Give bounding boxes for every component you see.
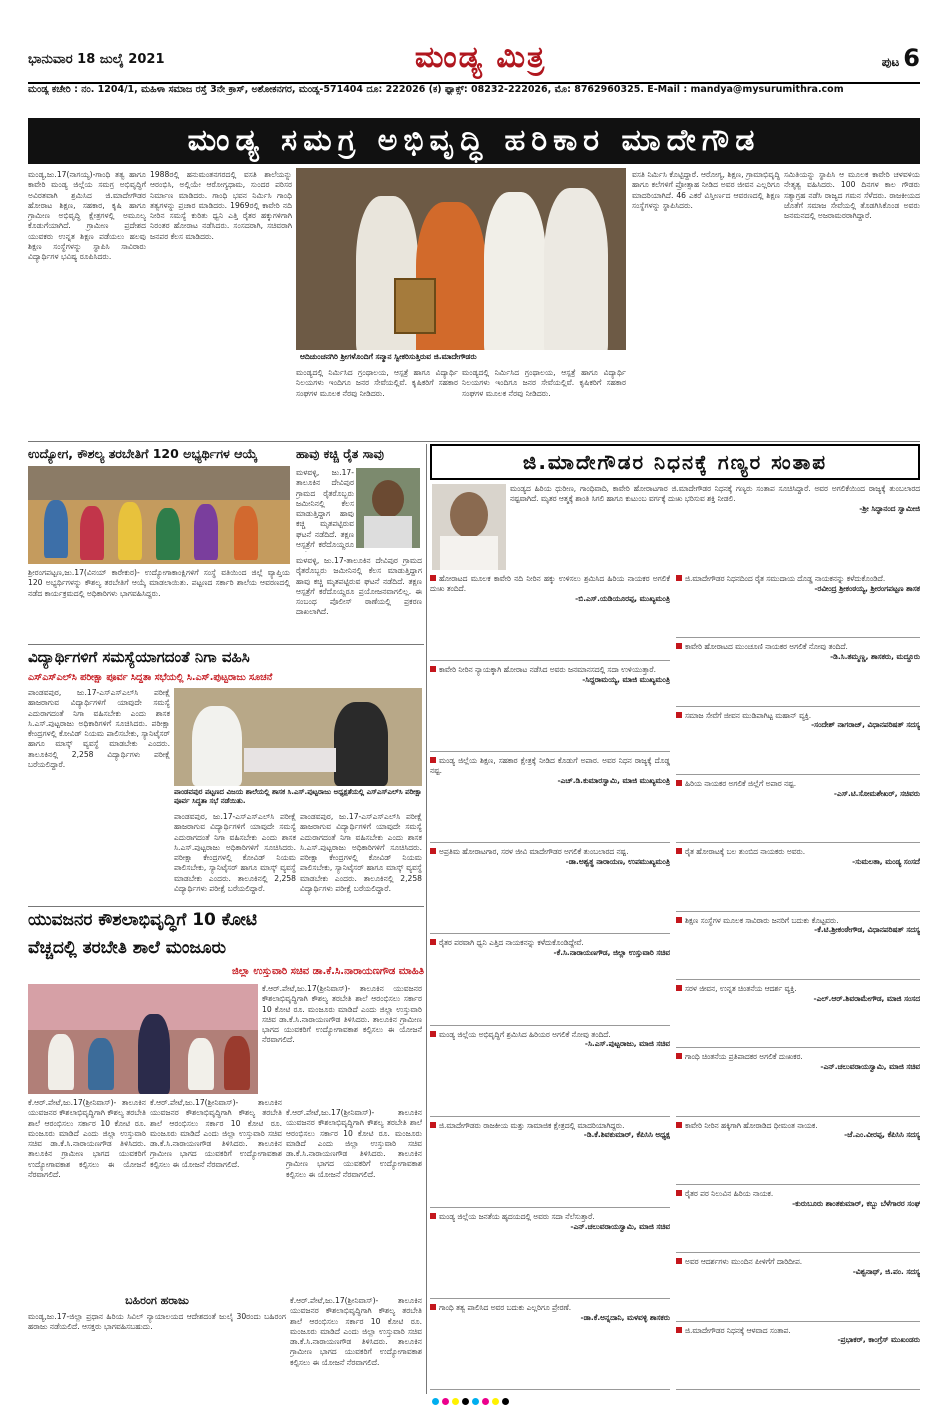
condolence-right-text: ಸಮಾಜ ಸೇವೆಗೆ ಜೀವನ ಮುಡಿಪಾಗಿಟ್ಟ ಮಹಾನ್ ವ್ಯಕ್ತಿ. [685, 710, 812, 720]
condolence-right-byline: -ಎಲ್.ಆರ್.ಶಿವರಾಮೇಗೌಡ, ಮಾಜಿ ಸಂಸದ [813, 993, 920, 1003]
condolence-left-byline: -ಸಿ.ಎಸ್.ಪುಟ್ಟರಾಜು, ಮಾಜಿ ಸಚಿವ [584, 1039, 670, 1049]
condolence-right-byline: -ಕೆ.ಟಿ.ಶ್ರೀಕಂಠೇಗೌಡ, ವಿಧಾನಪರಿಷತ್ ಸದಸ್ಯ [814, 925, 920, 935]
bullet-square-icon [430, 939, 436, 945]
condolence-right-text: ಜಿ.ಮಾದೇಗೌಡರ ನಿಧನದಿಂದ ರೈತ ಸಮುದಾಯ ದೊಡ್ಡ ನಾಯಕನನ್ನು ಕಳೆದುಕೊಂಡಿದೆ. [685, 574, 886, 583]
section-divider [28, 906, 424, 907]
condolence-left-byline: -ಎನ್.ಚಲುವರಾಯಸ್ವಾಮಿ, ಮಾಜಿ ಸಚಿವ [570, 1221, 670, 1231]
condolence-left-item [430, 665, 670, 752]
condolence-right-text: ಜಿ.ಮಾದೇಗೌಡರ ನಿಧನಕ್ಕೆ ಆಳವಾದ ಸಂತಾಪ. [685, 1325, 791, 1335]
condolence-left-item [430, 1030, 670, 1117]
bullet-square-icon [676, 712, 682, 718]
lead-headline: ಮಂಡ್ಯ ಸಮಗ್ರ ಅಭಿವೃದ್ಧಿ ಹರಿಕಾರ ಮಾದೇಗೌಡ [28, 118, 920, 164]
lead-column-2: 1988ರಲ್ಲಿ ಹನುಮಂತನಗರದಲ್ಲಿ ವಸತಿ ಶಾಲೆಯನ್ನು ಆರಂಭಿಸಿ, ಅಲ್ಲಿಯೇ ಆರೋಗ್ಯಧಾಮ, ಸುಂದರ ಪರಿಸರ ನಿರ್ಮಾಣ ಮಾಡಿದರು. ಗಾಂಧಿ ಭವನ ನಿರ್ಮಿಸಿ ಗಾಂಧಿ ತತ್ವಗಳನ್ನು ಪ್ರಚಾರ ಮಾಡಿದರು. 1969ರಲ್ಲಿ ಕಾವೇರಿ ನದಿ ನೀರಿನ ಸಮಸ್ಯೆ ಕುರಿತು ಧ್ವನಿ ಎತ್ತಿ ರೈತರ ಹಕ್ಕುಗಳಿಗಾಗಿ ನಿರಂತರ ಹೋರಾಟ ನಡೆಸಿದರು. ಸಂಸದರಾಗಿ, ಸಚಿವರಾಗಿ ಜನಪರ ಕೆಲಸ ಮಾಡಿದರು. [150, 170, 292, 241]
condolence-intro: ಮಂಡ್ಯದ ಹಿರಿಯ ಧುರೀಣ, ಗಾಂಧಿವಾದಿ, ಕಾವೇರಿ ಹೋರಾಟಗಾರ ಜಿ.ಮಾದೇಗೌಡರ ನಿಧನಕ್ಕೆ ಗಣ್ಯರು ಸಂತಾಪ ಸೂಚಿಸಿದ್ದಾರೆ. ಅವರ ಅಗಲಿಕೆಯಿಂದ ರಾಜ್ಯಕ್ಕೆ ತುಂಬಲಾರದ ನಷ್ಟವಾಗಿದೆ. ಮೃತರ ಆತ್ಮಕ್ಕೆ ಶಾಂತಿ ಸಿಗಲಿ ಹಾಗೂ ಕುಟುಂಬ ವರ್ಗಕ್ಕೆ ದುಃಖ ಭರಿಸುವ ಶಕ್ತಿ ನೀಡಲಿ. -ಶ್ರೀ ಸಿದ್ಧಾನಂದ ಸ್ವಾಮೀಜಿ [510, 484, 920, 513]
condolence-right-byline: -ಜೆ.ಎಂ.ವೀರಪ್ಪ, ಕೆಪಿಸಿಸಿ ಸದಸ್ಯ [844, 1130, 920, 1140]
bullet-square-icon [430, 1031, 436, 1037]
bullet-square-icon [430, 575, 436, 581]
page-label: ಪುಟ [881, 55, 900, 69]
condolence-right-text: ರೈತರ ಪರ ನಿಲುವಿನ ಹಿರಿಯ ನಾಯಕ. [685, 1189, 774, 1198]
bullet-square-icon [676, 1053, 682, 1059]
students-subhead: ಎಸ್‌ಎಸ್‌ಎಲ್‌ಸಿ ಪರೀಕ್ಷಾ ಪೂರ್ವ ಸಿದ್ಧತಾ ಸಭೆಯಲ್ಲಿ ಸಿ.ಎಸ್.ಪುಟ್ಟರಾಜು ಸೂಚನೆ [28, 672, 273, 683]
condolence-right-byline: -ಎನ್.ಚಲುವರಾಯಸ್ವಾಮಿ, ಮಾಜಿ ಸಚಿವ [820, 1062, 920, 1072]
bullet-square-icon [676, 985, 682, 991]
lead-column-3b: ಮಂಡ್ಯದಲ್ಲಿ ನಿರ್ಮಿಸಿದ ಗ್ರಂಥಾಲಯ, ಆಸ್ಪತ್ರೆ ಹಾಗೂ ವಿದ್ಯಾರ್ಥಿ ನಿಲಯಗಳು ಇಂದಿಗೂ ಜನರ ಸೇವೆಯಲ್ಲಿವೆ. ಕೃಷಿಕರಿಗೆ ಸಹಕಾರ ಸಂಘಗಳ ಮೂಲಕ ನೆರವು ನೀಡಿದರು. [462, 368, 626, 398]
youth-photo [28, 984, 258, 1094]
condolence-left-item [430, 938, 670, 1025]
lead-column-5: ಸಮಿತಿಯನ್ನು ಸ್ಥಾಪಿಸಿ ಆ ಮೂಲಕ ಕಾವೇರಿ ಚಳವಳಿಯ ನೇತೃತ್ವ ವಹಿಸಿದರು. 100 ದಿನಗಳ ಕಾಲ ಗೌಡರು ಸತ್ಯಾಗ್ರಹ ನಡೆಸಿ ರಾಜ್ಯದ ಗಮನ ಸೆಳೆದರು. ರಾಜಕೀಯದ ಜೊತೆಗೆ ಸಮಾಜ ಸೇವೆಯಲ್ಲಿ ತೊಡಗಿಸಿಕೊಂಡ ಅವರು ಜನಮನದಲ್ಲಿ ಅಜರಾಮರರಾಗಿದ್ದಾರೆ. [784, 170, 920, 221]
bullet-square-icon [676, 1122, 682, 1128]
bullet-square-icon [430, 848, 436, 854]
condolence-left-text: ಅಪ್ರತಿಮ ಹೋರಾಟಗಾರ, ಸರಳ ಜೀವಿ ಮಾದೇಗೌಡರ ಅಗಲಿಕೆ ತುಂಬಲಾರದ ನಷ್ಟ. [439, 847, 629, 857]
auction-body: ಮಂಡ್ಯ,ಜು.17-ಜಿಲ್ಲಾ ಪ್ರಧಾನ ಹಿರಿಯ ಸಿವಿಲ್ ನ್ಯಾಯಾಲಯದ ಆದೇಶದಂತೆ ಜುಲೈ 30ರಂದು ಬಹಿರಂಗ ಹರಾಜು ನಡೆಯಲಿದೆ. ಆಸಕ್ತರು ಭಾಗವಹಿಸಬಹುದು. [28, 1312, 286, 1332]
condolence-left-text: ಜಿ.ಮಾದೇಗೌಡರು ರಾಜಕೀಯ ಮತ್ತು ಸಾಮಾಜಿಕ ಕ್ಷೇತ್ರದಲ್ಲಿ ಮಾದರಿಯಾಗಿದ್ದರು. [439, 1120, 625, 1130]
condolence-left-item [430, 1121, 670, 1208]
condolence-right-item [676, 711, 920, 775]
condolence-left-text: ಗಾಂಧಿ ತತ್ವ ಪಾಲಿಸಿದ ಅವರ ಬದುಕು ಎಲ್ಲರಿಗೂ ಪ್ರೇರಣೆ. [439, 1302, 572, 1312]
condolence-right-item [676, 642, 920, 706]
condolence-right-text: ಕಾವೇರಿ ನೀರಿನ ಹಕ್ಕಿಗಾಗಿ ಹೋರಾಡಿದ ಧೀಮಂತ ನಾಯಕ. [685, 1120, 818, 1130]
students-body: ಪಾಂಡವಪುರ, ಜು.17-ಎಸ್‌ಎಸ್‌ಎಲ್‌ಸಿ ಪರೀಕ್ಷೆ ಹಾಜರಾಗುವ ವಿದ್ಯಾರ್ಥಿಗಳಿಗೆ ಯಾವುದೇ ಸಮಸ್ಯೆ ಎದುರಾಗದಂತೆ ನಿಗಾ ವಹಿಸಬೇಕು ಎಂದು ಶಾಸಕ ಸಿ.ಎಸ್.ಪುಟ್ಟರಾಜು ಅಧಿಕಾರಿಗಳಿಗೆ ಸೂಚಿಸಿದರು. ಪರೀಕ್ಷಾ ಕೇಂದ್ರಗಳಲ್ಲಿ ಕೋವಿಡ್ ನಿಯಮ ಪಾಲಿಸಬೇಕು, ಸ್ಯಾನಿಟೈಸರ್ ಹಾಗೂ ಮಾಸ್ಕ್ ವ್ಯವಸ್ಥೆ ಮಾಡಬೇಕು ಎಂದರು. ತಾಲೂಕಿನಲ್ಲಿ 2,258 ವಿದ್ಯಾರ್ಥಿಗಳು ಪರೀಕ್ಷೆ ಬರೆಯಲಿದ್ದಾರೆ. [28, 688, 170, 770]
condolence-left-byline: -ಡಾ.ಕೆ.ಅನ್ನದಾನಿ, ಮಳವಳ್ಳಿ ಶಾಸಕರು [580, 1312, 670, 1322]
masthead: ಮಂಡ್ಯ ಮಿತ್ರ [414, 40, 547, 75]
students-body-3: ಪಾಂಡವಪುರ, ಜು.17-ಎಸ್‌ಎಸ್‌ಎಲ್‌ಸಿ ಪರೀಕ್ಷೆ ಹಾಜರಾಗುವ ವಿದ್ಯಾರ್ಥಿಗಳಿಗೆ ಯಾವುದೇ ಸಮಸ್ಯೆ ಎದುರಾಗದಂತೆ ನಿಗಾ ವಹಿಸಬೇಕು ಎಂದು ಶಾಸಕ ಸಿ.ಎಸ್.ಪುಟ್ಟರಾಜು ಅಧಿಕಾರಿಗಳಿಗೆ ಸೂಚಿಸಿದರು. ಪರೀಕ್ಷಾ ಕೇಂದ್ರಗಳಲ್ಲಿ ಕೋವಿಡ್ ನಿಯಮ ಪಾಲಿಸಬೇಕು, ಸ್ಯಾನಿಟೈಸರ್ ಹಾಗೂ ಮಾಸ್ಕ್ ವ್ಯವಸ್ಥೆ ಮಾಡಬೇಕು ಎಂದರು. ತಾಲೂಕಿನಲ್ಲಿ 2,258 ವಿದ್ಯಾರ್ಥಿಗಳು ಪರೀಕ್ಷೆ ಬರೆಯಲಿದ್ದಾರೆ. [300, 812, 422, 894]
condolence-right-text: ಶಿಕ್ಷಣ ಸಂಸ್ಥೆಗಳ ಮೂಲಕ ಸಾವಿರಾರು ಜನರಿಗೆ ಬದುಕು ಕೊಟ್ಟವರು. [685, 915, 839, 925]
students-photo-caption: ಪಾಂಡವಪುರ ಪಟ್ಟಣದ ವಿಜಯ ಶಾಲೆಯಲ್ಲಿ ಶಾಸಕ ಸಿ.ಎಸ್.ಪುಟ್ಟರಾಜು ಅಧ್ಯಕ್ಷತೆಯಲ್ಲಿ ಎಸ್‌ಎಸ್‌ಎಲ್‌ಸಿ ಪರೀಕ್ಷಾ ಪೂರ್ವ ಸಿದ್ಧತಾ ಸಭೆ ನಡೆಯಿತು. [174, 788, 422, 805]
bullet-square-icon [676, 848, 682, 854]
condolence-right-byline: -ಸಂದೇಶ್ ನಾಗರಾಜ್, ವಿಧಾನಪರಿಷತ್ ಸದಸ್ಯ [811, 720, 920, 730]
lead-column-3: ಮಂಡ್ಯದಲ್ಲಿ ನಿರ್ಮಿಸಿದ ಗ್ರಂಥಾಲಯ, ಆಸ್ಪತ್ರೆ ಹಾಗೂ ವಿದ್ಯಾರ್ಥಿ ನಿಲಯಗಳು ಇಂದಿಗೂ ಜನರ ಸೇವೆಯಲ್ಲಿವೆ. ಕೃಷಿಕರಿಗೆ ಸಹಕಾರ ಸಂಘಗಳ ಮೂಲಕ ನೆರವು ನೀಡಿದರು. [296, 368, 458, 398]
youth-body-3: ಕೆ.ಆರ್.ಪೇಟೆ,ಜು.17(ಶ್ರೀನಿವಾಸ್)- ತಾಲೂಕಿನ ಯುವಜನರ ಕೌಶಲಾಭಿವೃದ್ಧಿಗಾಗಿ ಕೌಶಲ್ಯ ತರಬೇತಿ ಶಾಲೆ ಆರಂಭಿಸಲು ಸರ್ಕಾರ 10 ಕೋಟಿ ರೂ. ಮಂಜೂರು ಮಾಡಿದೆ ಎಂದು ಜಿಲ್ಲಾ ಉಸ್ತುವಾರಿ ಸಚಿವ ಡಾ.ಕೆ.ಸಿ.ನಾರಾಯಣಗೌಡ ತಿಳಿಸಿದರು. ತಾಲೂಕಿನ ಗ್ರಾಮೀಣ ಭಾಗದ ಯುವಕರಿಗೆ ಉದ್ಯೋಗಾವಕಾಶ ಕಲ್ಪಿಸಲು ಈ ಯೋಜನೆ ನೆರವಾಗಲಿದೆ. [150, 1098, 282, 1169]
condolence-right-byline: -ಡಿ.ಸಿ.ತಮ್ಮಣ್ಣ, ಶಾಸಕರು, ಮದ್ದೂರು [830, 652, 920, 662]
condolence-right-text: ಅವರ ಆದರ್ಶಗಳು ಮುಂದಿನ ಪೀಳಿಗೆಗೆ ದಾರಿದೀಪ. [685, 1257, 803, 1267]
bullet-square-icon [676, 1190, 682, 1196]
lead-column-4: ವಸತಿ ನಿರ್ಮಿಸಿ ಕೊಟ್ಟಿದ್ದಾರೆ. ಆರೋಗ್ಯ, ಶಿಕ್ಷಣ, ಗ್ರಾಮಾಭಿವೃದ್ಧಿ ಹಾಗೂ ಕಲೆಗಳಿಗೆ ಪ್ರೋತ್ಸಾಹ ನೀಡಿದ ಅವರ ಜೀವನ ಎಲ್ಲರಿಗೂ ಮಾದರಿಯಾಗಿದೆ. 46 ಎಕರೆ ವಿಸ್ತೀರ್ಣದ ಆವರಣದಲ್ಲಿ ಶಿಕ್ಷಣ ಸಂಸ್ಥೆಗಳನ್ನು ಸ್ಥಾಪಿಸಿದರು. [632, 170, 780, 210]
condolence-right-item [676, 574, 920, 638]
bullet-square-icon [430, 757, 436, 763]
section-divider [28, 441, 920, 442]
youth-body-2: ಕೆ.ಆರ್.ಪೇಟೆ,ಜು.17(ಶ್ರೀನಿವಾಸ್)- ತಾಲೂಕಿನ ಯುವಜನರ ಕೌಶಲಾಭಿವೃದ್ಧಿಗಾಗಿ ಕೌಶಲ್ಯ ತರಬೇತಿ ಶಾಲೆ ಆರಂಭಿಸಲು ಸರ್ಕಾರ 10 ಕೋಟಿ ರೂ. ಮಂಜೂರು ಮಾಡಿದೆ ಎಂದು ಜಿಲ್ಲಾ ಉಸ್ತುವಾರಿ ಸಚಿವ ಡಾ.ಕೆ.ಸಿ.ನಾರಾಯಣಗೌಡ ತಿಳಿಸಿದರು. ತಾಲೂಕಿನ ಗ್ರಾಮೀಣ ಭಾಗದ ಯುವಕರಿಗೆ ಉದ್ಯೋಗಾವಕಾಶ ಕಲ್ಪಿಸಲು ಈ ಯೋಜನೆ ನೆರವಾಗಲಿದೆ. [28, 1098, 146, 1180]
condolence-right-text: ಸರಳ ಜೀವನ, ಉನ್ನತ ಚಿಂತನೆಯ ಆದರ್ಶ ವ್ಯಕ್ತಿ. [685, 984, 797, 993]
bullet-square-icon [676, 780, 682, 786]
condolence-left-byline: -ಡಾ.ಅಶ್ವತ್ಥ ನಾರಾಯಣ, ಉಪಮುಖ್ಯಮಂತ್ರಿ [565, 857, 670, 867]
office-contact: ಮಂಡ್ಯ ಕಚೇರಿ : ನಂ. 1204/1, ಮಹಿಳಾ ಸಮಾಜ ರಸ್ತೆ 3ನೇ ಕ್ರಾಸ್, ಅಶೋಕನಗರ, ಮಂಡ್ಯ-571404 ದೂ: 222026 (ಕ) ಫ್ಯಾಕ್ಸ್: 08232-222026, ಮೊ: 8762960325. E-Mail : mandya@mysurumithra.com [28, 84, 844, 95]
bullet-square-icon [430, 666, 436, 672]
youth-body-5: ಕೆ.ಆರ್.ಪೇಟೆ,ಜು.17(ಶ್ರೀನಿವಾಸ್)- ತಾಲೂಕಿನ ಯುವಜನರ ಕೌಶಲಾಭಿವೃದ್ಧಿಗಾಗಿ ಕೌಶಲ್ಯ ತರಬೇತಿ ಶಾಲೆ ಆರಂಭಿಸಲು ಸರ್ಕಾರ 10 ಕೋಟಿ ರೂ. ಮಂಜೂರು ಮಾಡಿದೆ ಎಂದು ಜಿಲ್ಲಾ ಉಸ್ತುವಾರಿ ಸಚಿವ ಡಾ.ಕೆ.ಸಿ.ನಾರಾಯಣಗೌಡ ತಿಳಿಸಿದರು. ತಾಲೂಕಿನ ಗ್ರಾಮೀಣ ಭಾಗದ ಯುವಕರಿಗೆ ಉದ್ಯೋಗಾವಕಾಶ ಕಲ್ಪಿಸಲು ಈ ಯೋಜನೆ ನೆರವಾಗಲಿದೆ. [290, 1296, 422, 1367]
condolence-right-byline: -ಸುಮಲತಾ, ಮಂಡ್ಯ ಸಂಸದೆ [852, 857, 920, 867]
condolence-right-item [676, 847, 920, 911]
condolence-right-byline: -ವಿಶ್ವನಾಥ್, ಜಿ.ಪಂ. ಸದಸ್ಯ [852, 1267, 920, 1277]
condolence-right-item [676, 1326, 920, 1390]
condolence-left-text: ಮಂಡ್ಯ ಜಿಲ್ಲೆಯ ಅಭಿವೃದ್ಧಿಗೆ ಶ್ರಮಿಸಿದ ಹಿರಿಯರ ಅಗಲಿಕೆ ನೋವು ತಂದಿದೆ. [439, 1029, 611, 1039]
youth-body: ಕೆ.ಆರ್.ಪೇಟೆ,ಜು.17(ಶ್ರೀನಿವಾಸ್)- ತಾಲೂಕಿನ ಯುವಜನರ ಕೌಶಲಾಭಿವೃದ್ಧಿಗಾಗಿ ಕೌಶಲ್ಯ ತರಬೇತಿ ಶಾಲೆ ಆರಂಭಿಸಲು ಸರ್ಕಾರ 10 ಕೋಟಿ ರೂ. ಮಂಜೂರು ಮಾಡಿದೆ ಎಂದು ಜಿಲ್ಲಾ ಉಸ್ತುವಾರಿ ಸಚಿವ ಡಾ.ಕೆ.ಸಿ.ನಾರಾಯಣಗೌಡ ತಿಳಿಸಿದರು. ತಾಲೂಕಿನ ಗ್ರಾಮೀಣ ಭಾಗದ ಯುವಕರಿಗೆ ಉದ್ಯೋಗಾವಕಾಶ ಕಲ್ಪಿಸಲು ಈ ಯೋಜನೆ ನೆರವಾಗಲಿದೆ. [262, 984, 422, 1045]
condolence-left-text: ಕಾವೇರಿ ನೀರಿನ ನ್ಯಾಯಕ್ಕಾಗಿ ಹೋರಾಟ ನಡೆಸಿದ ಅವರು ಜನಮಾನಸದಲ್ಲಿ ಸದಾ ಉಳಿಯುತ್ತಾರೆ. [439, 665, 656, 675]
bullet-square-icon [676, 1327, 682, 1333]
condolence-right-item [676, 1052, 920, 1116]
condolence-right-byline: -ರವೀಂದ್ರ ಶ್ರೀಕಂಠಯ್ಯ, ಶ್ರೀರಂಗಪಟ್ಟಣ ಶಾಸಕ [814, 583, 920, 593]
youth-headline-line1: ಯುವಜನರ ಕೌಶಲಾಭಿವೃದ್ಧಿಗೆ 10 ಕೋಟಿ [28, 910, 257, 930]
condolence-left-text: ಮಂಡ್ಯ ಜಿಲ್ಲೆಯ ಶಿಕ್ಷಣ, ಸಹಕಾರ ಕ್ಷೇತ್ರಕ್ಕೆ ನೀಡಿದ ಕೊಡುಗೆ ಅಪಾರ. ಅವರ ನಿಧನ ರಾಜ್ಯಕ್ಕೆ ದೊಡ್ಡ ನಷ್ಟ. [430, 756, 670, 776]
issue-date: ಭಾನುವಾರ 18 ಜುಲೈ 2021 [28, 52, 165, 67]
lead-photo-caption: ಆದಿಚುಂಚನಗಿರಿ ಶ್ರೀಗಳೊಂದಿಗೆ ಸನ್ಮಾನ ಸ್ವೀಕರಿಸುತ್ತಿರುವ ಜಿ.ಮಾದೇಗೌಡರು [296, 350, 626, 364]
farmer-photo [356, 468, 420, 548]
column-divider [426, 444, 427, 1394]
section-divider [28, 644, 424, 645]
jobs-headline: ಉದ್ಯೋಗ, ಕೌಶಲ್ಯ ತರಬೇತಿಗೆ 120 ಅಭ್ಯರ್ಥಿಗಳ ಆಯ್ಕೆ [28, 446, 258, 461]
youth-body-4: ಕೆ.ಆರ್.ಪೇಟೆ,ಜು.17(ಶ್ರೀನಿವಾಸ್)- ತಾಲೂಕಿನ ಯುವಜನರ ಕೌಶಲಾಭಿವೃದ್ಧಿಗಾಗಿ ಕೌಶಲ್ಯ ತರಬೇತಿ ಶಾಲೆ ಆರಂಭಿಸಲು ಸರ್ಕಾರ 10 ಕೋಟಿ ರೂ. ಮಂಜೂರು ಮಾಡಿದೆ ಎಂದು ಜಿಲ್ಲಾ ಉಸ್ತುವಾರಿ ಸಚಿವ ಡಾ.ಕೆ.ಸಿ.ನಾರಾಯಣಗೌಡ ತಿಳಿಸಿದರು. ತಾಲೂಕಿನ ಗ್ರಾಮೀಣ ಭಾಗದ ಯುವಕರಿಗೆ ಉದ್ಯೋಗಾವಕಾಶ ಕಲ್ಪಿಸಲು ಈ ಯೋಜನೆ ನೆರವಾಗಲಿದೆ. [286, 1108, 422, 1179]
page-number: ಪುಟ 6 [881, 44, 920, 72]
condolence-right-byline: -ಎಸ್.ಟಿ.ಸೋಮಶೇಖರ್, ಸಚಿವರು [833, 788, 920, 798]
condolence-left-text: ರೈತರ ಪರವಾಗಿ ಧ್ವನಿ ಎತ್ತಿದ ನಾಯಕನನ್ನು ಕಳೆದುಕೊಂಡಿದ್ದೇವೆ. [439, 938, 584, 948]
condolence-left-item [430, 847, 670, 934]
students-photo [174, 688, 422, 786]
condolence-right-text: ಹಿರಿಯ ನಾಯಕರ ಅಗಲಿಕೆ ಜಿಲ್ಲೆಗೆ ಅಪಾರ ನಷ್ಟ. [685, 779, 797, 788]
condolence-left-byline: -ಎಚ್.ಡಿ.ಕುಮಾರಸ್ವಾಮಿ, ಮಾಜಿ ಮುಖ್ಯಮಂತ್ರಿ [557, 775, 670, 785]
madegowda-portrait [432, 484, 506, 570]
condolence-right-byline: -ಕುರುಬೂರು ಶಾಂತಕುಮಾರ್, ಕಬ್ಬು ಬೆಳೆಗಾರರ ಸಂಘ [792, 1198, 920, 1208]
condolence-headline: ಜಿ.ಮಾದೇಗೌಡರ ನಿಧನಕ್ಕೆ ಗಣ್ಯರ ಸಂತಾಪ [430, 444, 920, 480]
page-header [28, 38, 920, 94]
bullet-square-icon [430, 1213, 436, 1219]
condolence-right-text: ಕಾವೇರಿ ಹೋರಾಟದ ಮುಂಚೂಣಿ ನಾಯಕರ ಅಗಲಿಕೆ ನೋವು ತಂದಿದೆ. [685, 642, 848, 652]
condolence-left-byline: -ಸಿದ್ದರಾಮಯ್ಯ, ಮಾಜಿ ಮುಖ್ಯಮಂತ್ರಿ [582, 674, 670, 684]
condolence-right-text: ರೈತ ಹೋರಾಟಕ್ಕೆ ಬಲ ತುಂಬಿದ ನಾಯಕರು ಅವರು. [685, 847, 806, 857]
condolence-right-item [676, 1121, 920, 1185]
condolence-left-item [430, 756, 670, 843]
jobs-body: ಶ್ರೀರಂಗಪಟ್ಟಣ,ಜು.17(ವಿನಯ್ ಕಾರೇಕುರ)- ಉದ್ಯೋಗಾಕಾಂಕ್ಷಿಗಳಿಗೆ ಸಂಸ್ಥೆ ವತಿಯಿಂದ ಜಿಲ್ಲೆ ವ್ಯಾಪ್ತಿಯ 120 ಅಭ್ಯರ್ಥಿಗಳನ್ನು ಕೌಶಲ್ಯ ತರಬೇತಿಗೆ ಆಯ್ಕೆ ಮಾಡಲಾಯಿತು. ಪಟ್ಟಣದ ಸರ್ಕಾರಿ ಶಾಲೆಯ ಆವರಣದಲ್ಲಿ ನಡೆದ ಕಾರ್ಯಕ್ರಮದಲ್ಲಿ ಅಧಿಕಾರಿಗಳು ಭಾಗವಹಿಸಿದ್ದರು. [28, 568, 290, 598]
bullet-square-icon [430, 1122, 436, 1128]
jobs-photo [28, 466, 290, 564]
bullet-square-icon [430, 1304, 436, 1310]
condolence-intro-byline: -ಶ್ರೀ ಸಿದ್ಧಾನಂದ ಸ್ವಾಮೀಜಿ [859, 503, 920, 513]
auction-headline: ಬಹಿರಂಗ ಹರಾಜು [125, 1294, 189, 1307]
condolence-left-byline: -ಡಿ.ಕೆ.ಶಿವಕುಮಾರ್, ಕೆಪಿಸಿಸಿ ಅಧ್ಯಕ್ಷ [583, 1130, 670, 1140]
farmer-body: ಮಳವಳ್ಳಿ, ಜು.17-ತಾಲೂಕಿನ ದೇವಿಪುರ ಗ್ರಾಮದ ರೈತರೊಬ್ಬರು ಜಮೀನಿನಲ್ಲಿ ಕೆಲಸ ಮಾಡುತ್ತಿದ್ದಾಗ ಹಾವು ಕಚ್ಚಿ ಮೃತಪಟ್ಟಿರುವ ಘಟನೆ ನಡೆದಿದೆ. ತಕ್ಷಣ ಆಸ್ಪತ್ರೆಗೆ ಕರೆದೊಯ್ದರೂ ಪ್ರಯೋಜನವಾಗಲಿಲ್ಲ. ಈ ಸಂಬಂಧ ಪೊಲೀಸ್ ಠಾಣೆಯಲ್ಲಿ ಪ್ರಕರಣ ದಾಖಲಾಗಿದೆ. [296, 556, 422, 617]
students-body-2: ಪಾಂಡವಪುರ, ಜು.17-ಎಸ್‌ಎಸ್‌ಎಲ್‌ಸಿ ಪರೀಕ್ಷೆ ಹಾಜರಾಗುವ ವಿದ್ಯಾರ್ಥಿಗಳಿಗೆ ಯಾವುದೇ ಸಮಸ್ಯೆ ಎದುರಾಗದಂತೆ ನಿಗಾ ವಹಿಸಬೇಕು ಎಂದು ಶಾಸಕ ಸಿ.ಎಸ್.ಪುಟ್ಟರಾಜು ಅಧಿಕಾರಿಗಳಿಗೆ ಸೂಚಿಸಿದರು. ಪರೀಕ್ಷಾ ಕೇಂದ್ರಗಳಲ್ಲಿ ಕೋವಿಡ್ ನಿಯಮ ಪಾಲಿಸಬೇಕು, ಸ್ಯಾನಿಟೈಸರ್ ಹಾಗೂ ಮಾಸ್ಕ್ ವ್ಯವಸ್ಥೆ ಮಾಡಬೇಕು ಎಂದರು. ತಾಲೂಕಿನಲ್ಲಿ 2,258 ವಿದ್ಯಾರ್ಥಿಗಳು ಪರೀಕ್ಷೆ ಬರೆಯಲಿದ್ದಾರೆ. [174, 812, 296, 894]
print-registration-marks [28, 1398, 920, 1408]
lead-photo [296, 168, 626, 364]
condolence-left-item [430, 574, 670, 661]
farmer-headline: ಹಾವು ಕಚ್ಚಿ ರೈತ ಸಾವು [296, 446, 384, 461]
condolence-right-text: ಗಾಂಧಿ ಚಿಂತನೆಯ ಪ್ರತಿಪಾದಕರ ಅಗಲಿಕೆ ದುಃಖಕರ. [685, 1052, 803, 1062]
bullet-square-icon [676, 643, 682, 649]
condolence-right-item [676, 984, 920, 1048]
bullet-square-icon [676, 575, 682, 581]
bullet-square-icon [676, 1258, 682, 1264]
condolence-right-item [676, 1189, 920, 1253]
condolence-right-item [676, 779, 920, 843]
condolence-right-item [676, 1257, 920, 1321]
farmer-body-part1: ಮಳವಳ್ಳಿ, ಜು.17-ತಾಲೂಕಿನ ದೇವಿಪುರ ಗ್ರಾಮದ ರೈತರೊಬ್ಬರು ಜಮೀನಿನಲ್ಲಿ ಕೆಲಸ ಮಾಡುತ್ತಿದ್ದಾಗ ಹಾವು ಕಚ್ಚಿ ಮೃತಪಟ್ಟಿರುವ ಘಟನೆ ನಡೆದಿದೆ. ತಕ್ಷಣ ಆಸ್ಪತ್ರೆಗೆ ಕರೆದೊಯ್ದರೂ [296, 468, 354, 550]
lead-column-1: ಮಂಡ್ಯ,ಜು.17(ನಾಗಯ್ಯ)-ಗಾಂಧಿ ತತ್ವ ಹಾಗೂ ಕಾವೇರಿ ಮಂಡ್ಯ ಜಿಲ್ಲೆಯ ಸಮಗ್ರ ಅಭಿವೃದ್ಧಿಗೆ ಅವಿರತವಾಗಿ ಶ್ರಮಿಸಿದ ಜಿ.ಮಾದೇಗೌಡರ ಹೋರಾಟ ಶಿಕ್ಷಣ, ಸಹಕಾರ, ಕೃಷಿ ಹಾಗೂ ಗ್ರಾಮೀಣ ಅಭಿವೃದ್ಧಿ ಕ್ಷೇತ್ರಗಳಲ್ಲಿ ಅಮೂಲ್ಯ ಕೊಡುಗೆಯಾಗಿದೆ. ಗ್ರಾಮೀಣ ಪ್ರದೇಶದ ಯುವಕರು ಉನ್ನತ ಶಿಕ್ಷಣ ಪಡೆಯಲು ಹಲವು ಶಿಕ್ಷಣ ಸಂಸ್ಥೆಗಳನ್ನು ಸ್ಥಾಪಿಸಿ ಸಾವಿರಾರು ವಿದ್ಯಾರ್ಥಿಗಳ ಭವಿಷ್ಯ ರೂಪಿಸಿದರು. [28, 170, 146, 262]
condolence-left-text: ಹೋರಾಟದ ಮೂಲಕ ಕಾವೇರಿ ನದಿ ನೀರಿನ ಹಕ್ಕು ಉಳಿಸಲು ಶ್ರಮಿಸಿದ ಹಿರಿಯ ನಾಯಕರ ಅಗಲಿಕೆ ದುಃಖ ತಂದಿದೆ. [430, 574, 670, 593]
students-headline: ವಿದ್ಯಾರ್ಥಿಗಳಿಗೆ ಸಮಸ್ಯೆಯಾಗದಂತೆ ನಿಗಾ ವಹಿಸಿ [28, 648, 250, 666]
condolence-right-item [676, 916, 920, 980]
condolence-left-item [430, 1303, 670, 1390]
condolence-left-item [430, 1212, 670, 1299]
youth-headline-line2: ವೆಚ್ಚದಲ್ಲಿ ತರಬೇತಿ ಶಾಲೆ ಮಂಜೂರು [28, 938, 227, 958]
condolence-left-byline: -ಬಿ.ಎಸ್.ಯಡಿಯೂರಪ್ಪ, ಮುಖ್ಯಮಂತ್ರಿ [575, 593, 670, 603]
condolence-left-byline: -ಕೆ.ಸಿ.ನಾರಾಯಣಗೌಡ, ಜಿಲ್ಲಾ ಉಸ್ತುವಾರಿ ಸಚಿವ [553, 948, 670, 958]
youth-subhead: ಜಿಲ್ಲಾ ಉಸ್ತುವಾರಿ ಸಚಿವ ಡಾ.ಕೆ.ಸಿ.ನಾರಾಯಣಗೌಡ ಮಾಹಿತಿ [231, 966, 424, 977]
condolence-left-text: ಮಂಡ್ಯ ಜಿಲ್ಲೆಯ ಜನತೆಯ ಹೃದಯದಲ್ಲಿ ಅವರು ಸದಾ ನೆಲೆಸುತ್ತಾರೆ. [439, 1211, 595, 1221]
bullet-square-icon [676, 917, 682, 923]
condolence-right-byline: -ಪ್ರಭಾಕರ್, ಕಾಂಗ್ರೆಸ್ ಮುಖಂಡರು [837, 1335, 920, 1345]
